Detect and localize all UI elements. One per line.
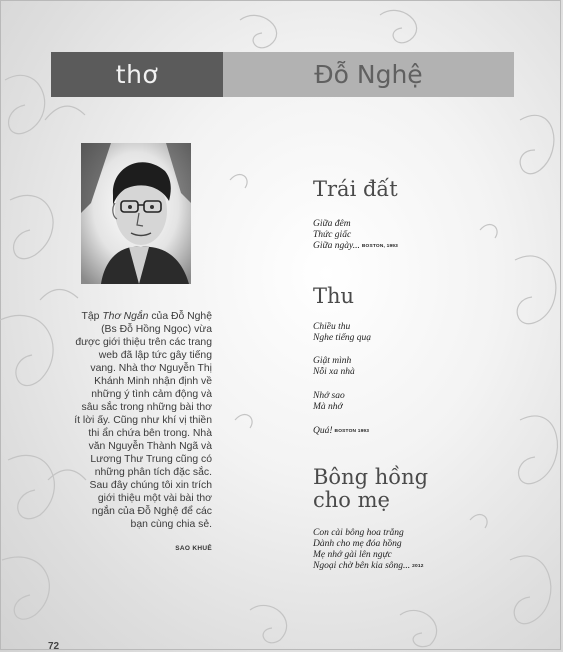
poem-line: Chiều thu [313, 322, 351, 332]
section-label: thơ [51, 52, 223, 97]
intro-text-body: của Đỗ Nghệ (Bs Đỗ Hồng Ngọc) vừa được giới thiệu trên các trang web đã lập tức gây tiếng vang. Nhà thơ Nguyễn Thị Khánh Minh nhận định về những ý tình cảm động và sâu sắc trong những bài thơ ít lời ấy. Cũng như khí vị thiền thi ẩn chứa bên trong. Nhà văn Nguyễn Thành Ngã và Lương Thư Trung cũng có những phân tích đặc sắc. Sau đây chúng tôi xin trích giới thiệu một vài bài thơ ngắn của Đỗ Nghệ để các bạn cùng chia sẻ. [74, 311, 212, 530]
poem-line: Giữa đêm [313, 219, 351, 229]
intro-text-start: Tập [81, 311, 103, 322]
poem-note: BOSTON, 1993 [361, 244, 399, 249]
poem-line: Thức giấc [313, 230, 352, 240]
poem-line: Nỗi xa nhà [313, 367, 355, 377]
poem-title-bong-hong-line1: Bông hồng [313, 465, 429, 489]
poem-line [313, 561, 424, 571]
poem-line [313, 426, 369, 436]
poem-title-thu: Thu [313, 284, 355, 308]
poem-line-text: Giữa ngày... [313, 241, 360, 251]
poem-line: Mà nhớ [313, 402, 343, 412]
poem-line: Dành cho mẹ đóa hồng [313, 539, 402, 549]
poem-line-text: Quá! [313, 426, 333, 436]
byline: SAO KHUÊ [175, 545, 212, 552]
poem-line: Nghe tiếng quạ [313, 333, 372, 343]
poem-line [313, 241, 398, 251]
poem-line: Mẹ nhớ gài lên ngực [313, 550, 392, 560]
poem-title-bong-hong-line2: cho mẹ [313, 488, 390, 512]
intro-paragraph [74, 310, 212, 531]
poem-title-trai-dat: Trái đất [313, 177, 398, 201]
intro-book-title: Thơ Ngắn [102, 311, 149, 322]
page-number: 72 [48, 641, 60, 652]
poem-line: Nhớ sao [313, 391, 345, 401]
portrait-illustration [81, 143, 191, 284]
author-name: Đỗ Nghệ [223, 52, 514, 97]
poem-note: 2012 [412, 564, 424, 569]
author-portrait [81, 143, 191, 284]
poem-line: Giật mình [313, 356, 352, 366]
header-bar [51, 52, 514, 97]
poem-note: BOSTON 1993 [334, 429, 370, 434]
poem-line: Con cài bông hoa trắng [313, 528, 404, 538]
poem-line-text: Ngoại chờ bên kia sông... [313, 561, 411, 571]
